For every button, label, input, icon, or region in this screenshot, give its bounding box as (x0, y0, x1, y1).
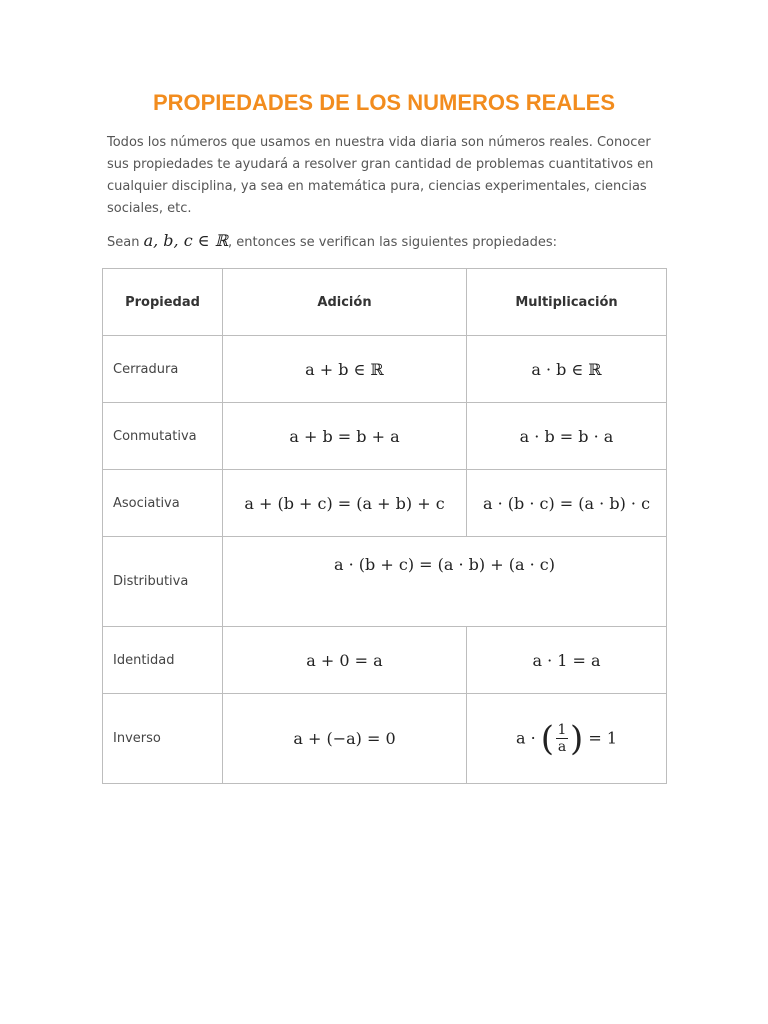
table-row (103, 537, 667, 627)
table-header-row (103, 269, 667, 336)
mul-inverso-prefix: a · (515, 728, 536, 747)
mul-conmutativa: a · b = b · a (467, 403, 667, 470)
add-conmutativa: a + b = b + a (223, 403, 467, 470)
mul-cerradura: a · b ∈ ℝ (467, 336, 667, 403)
prop-conmutativa: Conmutativa (103, 403, 223, 470)
prop-asociativa: Asociativa (103, 470, 223, 537)
fraction-numerator: 1 (557, 722, 567, 738)
fraction-denominator: a (557, 739, 567, 755)
add-inverso: a + (−a) = 0 (223, 694, 467, 784)
table-row (103, 627, 667, 694)
sean-statement (107, 230, 667, 254)
sean-math: a, b, c ∈ ℝ (143, 231, 228, 250)
sean-suffix: , entonces se verifican las siguientes propiedades: (228, 235, 558, 250)
header-propiedad: Propiedad (103, 269, 223, 336)
properties-table (102, 268, 667, 784)
mul-identidad: a · 1 = a (467, 627, 667, 694)
mul-inverso-suffix: = 1 (588, 728, 618, 747)
fraction-one-over-a (556, 722, 568, 755)
both-distributiva: a · (b + c) = (a · b) + (a · c) (223, 537, 667, 627)
intro-paragraph: Todos los números que usamos en nuestra vida diaria son números reales. Conocer sus propiedades te ayudará a resolver gran cantidad de problemas cuantitativos en cualquier disciplina, ya sea en matemática pura, ciencias experimentales, ciencias sociales, etc. (107, 135, 654, 216)
prop-inverso: Inverso (103, 694, 223, 784)
table-row (103, 694, 667, 784)
header-multiplicacion: Multiplicación (467, 269, 667, 336)
sean-prefix: Sean (107, 235, 144, 250)
header-adicion: Adición (223, 269, 467, 336)
table-row (103, 336, 667, 403)
table-row (103, 403, 667, 470)
add-asociativa: a + (b + c) = (a + b) + c (223, 470, 467, 537)
add-identidad: a + 0 = a (223, 627, 467, 694)
page-title: PROPIEDADES DE LOS NUMEROS REALES (152, 90, 616, 115)
add-cerradura: a + b ∈ ℝ (223, 336, 467, 403)
table-row (103, 470, 667, 537)
prop-identidad: Identidad (103, 627, 223, 694)
prop-cerradura: Cerradura (103, 336, 223, 403)
mul-asociativa: a · (b · c) = (a · b) · c (467, 470, 667, 537)
mul-inverso: a · ( $\frac{1}{a}$ ) = 1 (467, 694, 667, 784)
prop-distributiva: Distributiva (103, 537, 223, 627)
